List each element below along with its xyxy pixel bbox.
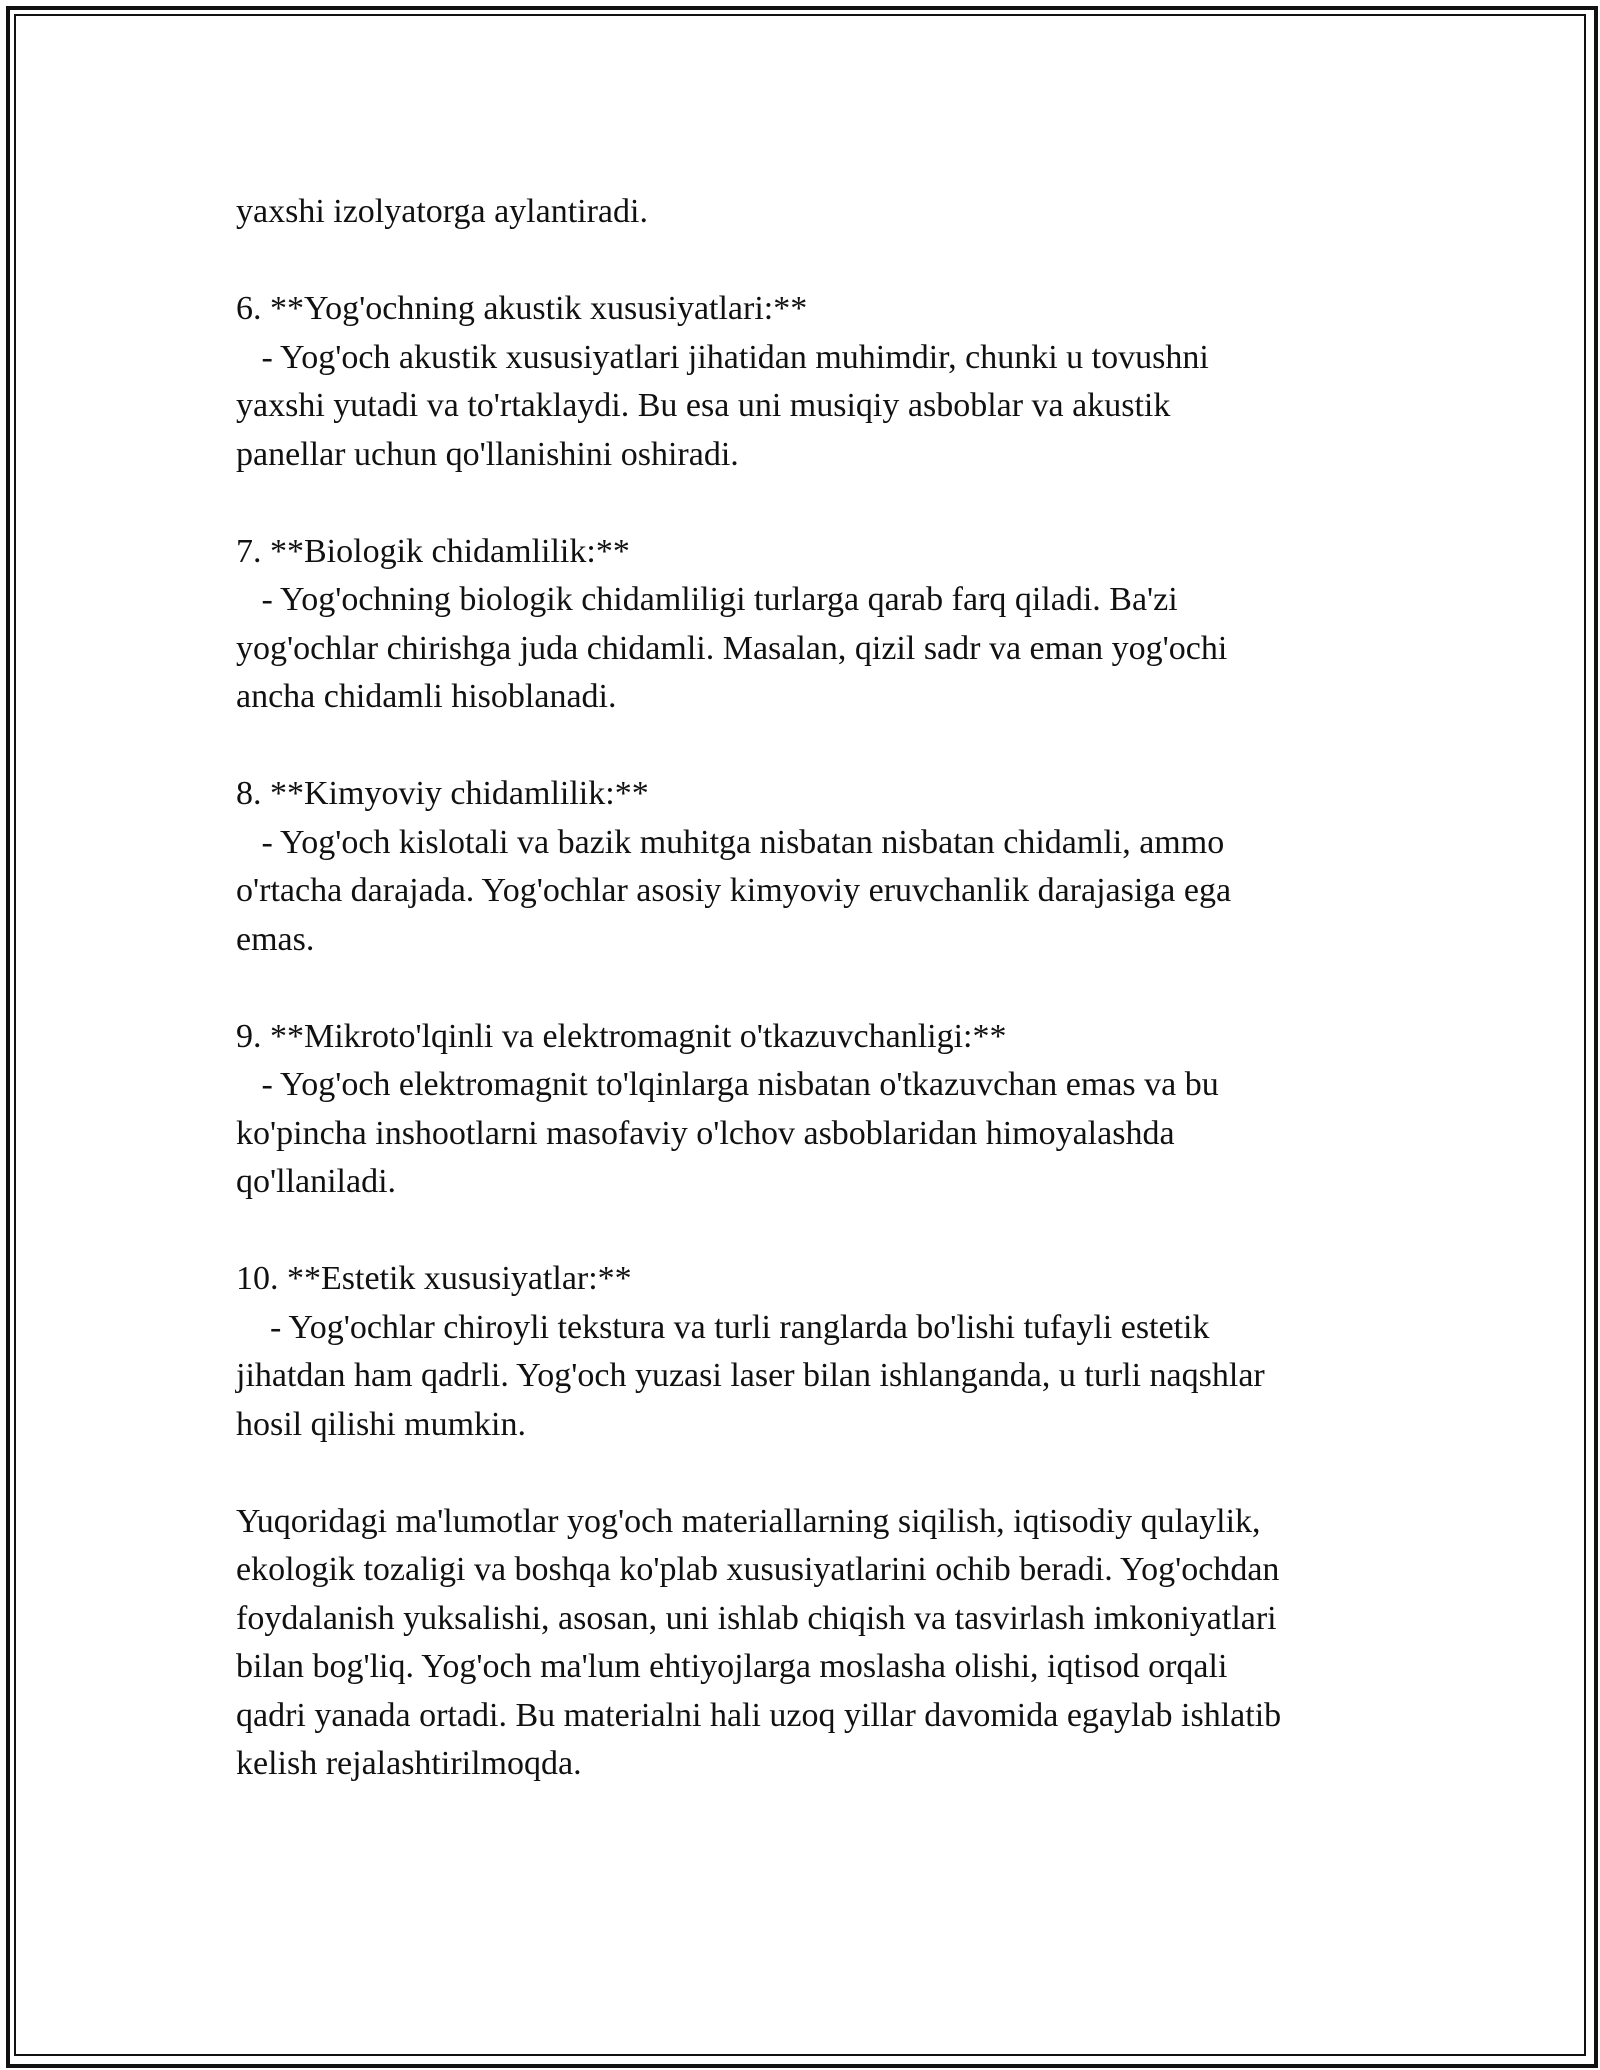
text-line: - Yog'och akustik xususiyatlari jihatidan muhimdir, chunki u tovushni xyxy=(236,338,1209,376)
text-line: - Yog'och kislotali va bazik muhitga nisbatan nisbatan chidamli, ammo xyxy=(236,823,1225,861)
text-line: - Yog'ochning biologik chidamliligi turlarga qarab farq qiladi. Ba'zi xyxy=(236,581,1178,618)
text-line: jihatdan ham qadrli. Yog'och yuzasi laser bilan ishlanganda, u turli naqshlar xyxy=(236,1357,1265,1394)
text-line: qo'llaniladi. xyxy=(236,1163,397,1200)
text-line: hosil qilishi mumkin. xyxy=(236,1405,526,1443)
paragraph-gap xyxy=(236,722,1416,771)
section-heading: 9. **Mikroto'lqinli va elektromagnit o'tkazuvchanligi:** xyxy=(236,1017,1007,1055)
text-line: yaxshi yutadi va to'rtaklaydi. Bu esa uni musiqiy asboblar va akustik xyxy=(236,387,1171,424)
section-9 xyxy=(236,1013,1416,1207)
text-line: Yuqoridagi ma'lumotlar yog'och materiallarning siqilish, iqtisodiy qulaylik, xyxy=(236,1502,1261,1540)
paragraph-gap xyxy=(236,237,1416,286)
section-10 xyxy=(236,1255,1416,1449)
section-heading: 8. **Kimyoviy chidamlilik:** xyxy=(236,775,649,812)
text-line: ekologik tozaligi va boshqa ko'plab xususiyatlarini ochib beradi. Yog'ochdan xyxy=(236,1551,1280,1588)
text-line: yog'ochlar chirishga juda chidamli. Masalan, qizil sadr va eman yog'ochi xyxy=(236,629,1228,667)
text-line: o'rtacha darajada. Yog'ochlar asosiy kimyoviy eruvchanlik darajasiga ega xyxy=(236,872,1232,909)
section-heading: 6. **Yog'ochning akustik xususiyatlari:** xyxy=(236,290,808,327)
paragraph-gap xyxy=(236,1207,1416,1256)
text-line: - Yog'ochlar chiroyli tekstura va turli ranglarda bo'lishi tufayli estetik xyxy=(236,1308,1210,1346)
text-line: foydalanish yuksalishi, asosan, uni ishlab chiqish va tasvirlash imkoniyatlari xyxy=(236,1599,1277,1637)
paragraph-gap xyxy=(236,1449,1416,1498)
text-line: emas. xyxy=(236,920,315,958)
section-heading: 7. **Biologik chidamlilik:** xyxy=(236,532,630,570)
paragraph-gap xyxy=(236,479,1416,528)
section-8 xyxy=(236,770,1416,964)
text-line: - Yog'och elektromagnit to'lqinlarga nisbatan o'tkazuvchan emas va bu xyxy=(236,1066,1219,1103)
text-line: qadri yanada ortadi. Bu materialni hali uzoq yillar davomida egaylab ishlatib xyxy=(236,1696,1282,1734)
text-line: panellar uchun qo'llanishini oshiradi. xyxy=(236,435,739,473)
text-line: ko'pincha inshootlarni masofaviy o'lchov asboblaridan himoyalashda xyxy=(236,1114,1175,1152)
text-line: ancha chidamli hisoblanadi. xyxy=(236,678,617,715)
text-line: kelish rejalashtirilmoqda. xyxy=(236,1745,582,1782)
text-line: bilan bog'liq. Yog'och ma'lum ehtiyojlarga moslasha olishi, iqtisod orqali xyxy=(236,1648,1228,1685)
section-7 xyxy=(236,528,1416,722)
section-6 xyxy=(236,285,1416,479)
paragraph-gap xyxy=(236,964,1416,1013)
text-line: yaxshi izolyatorga aylantiradi. xyxy=(236,193,648,230)
conclusion-paragraph xyxy=(236,1498,1416,1789)
intro-paragraph xyxy=(236,188,1416,237)
section-heading: 10. **Estetik xususiyatlar:** xyxy=(236,1260,632,1297)
document-body xyxy=(236,188,1416,1789)
